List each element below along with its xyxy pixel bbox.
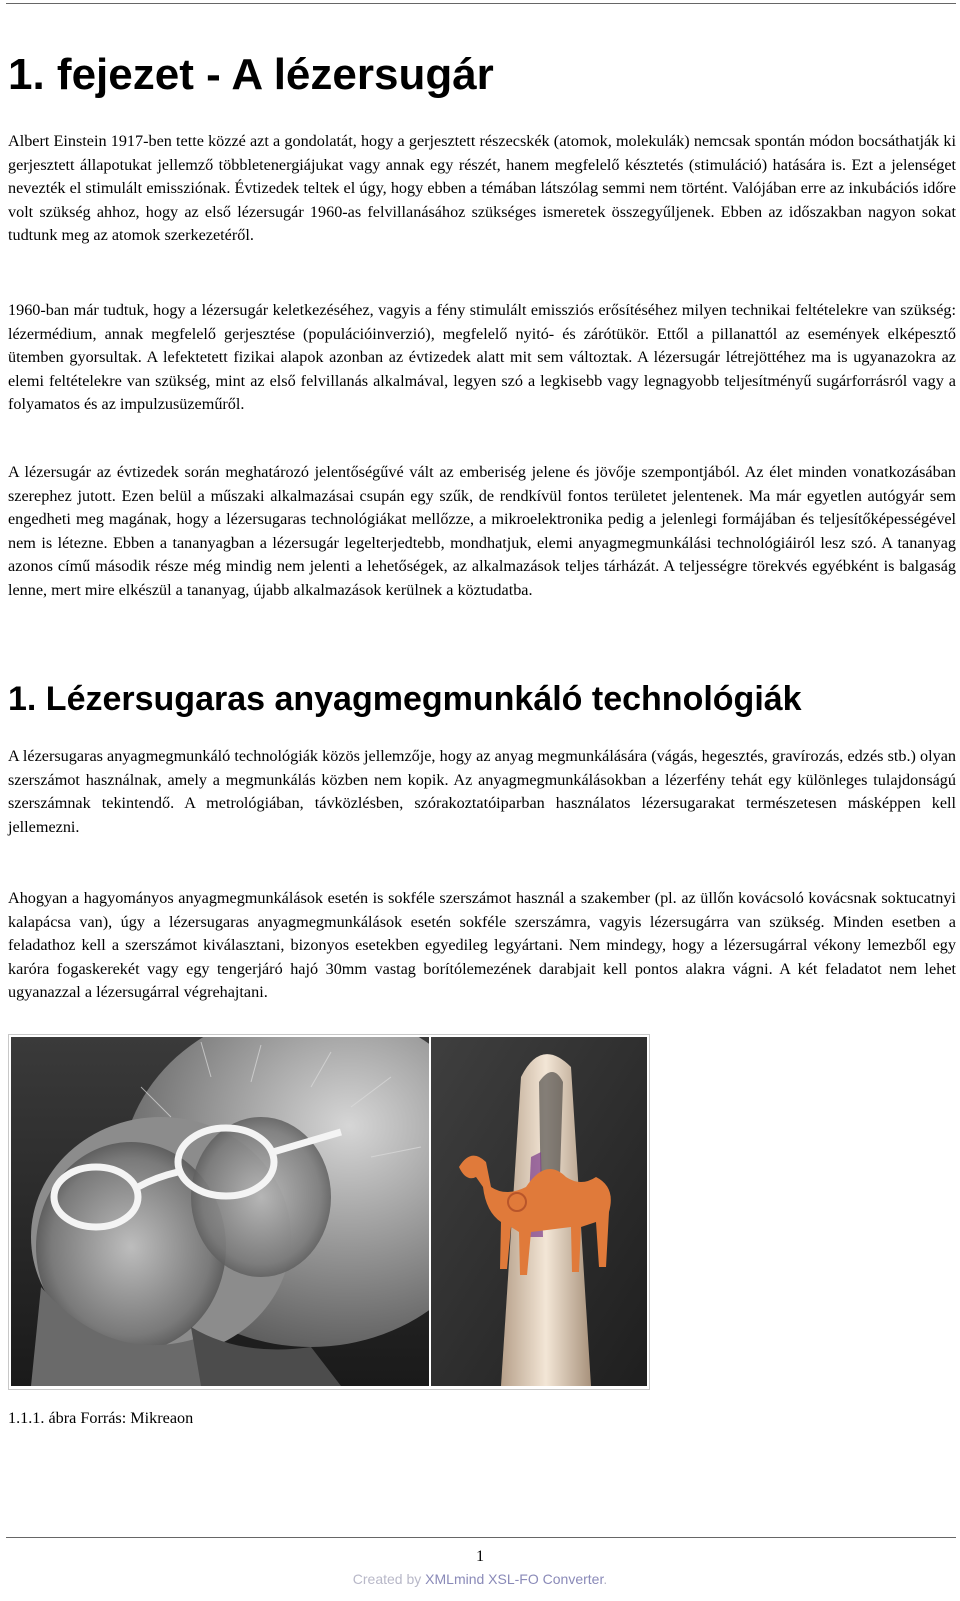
paragraph-1960: 1960-ban már tudtuk, hogy a lézersugár keletkezéséhez, vagyis a fény stimulált emissziós erősítéséhez milyen technikai feltételekre van szükség: lézermédium, annak megfelelő gerjesztése (populációinverzió), megfelelő nyitó- és zárótükör. Ettől a pillanattól az események elképesztő ütemben gyorsultak. A lefektetett fizikai alapok azonban az évtizedek alatt mit sem változtak. A lézersugár létrejöttéhez ma is ugyanazokra az elemi feltételekre van szükség, mint az első felvillanás alkalmával, legyen szó a legkisebb vagy legnagyobb teljesítményű sugárforrásról vagy a folyamatos és az impulzusüzeműről. bbox=[8, 301, 956, 413]
header-rule bbox=[6, 3, 956, 4]
paragraph-tools: A lézersugaras anyagmegmunkáló technológiák közös jellemzője, hogy az anyag megmunkálására (vágás, hegesztés, gravírozás, edzés stb.) olyan szerszámot használnak, amely a megmunkálás közben nem kopik. Az anyagmegmunkálásokban a lézerfény tehát egy különleges tulajdonságú szerszámnak tekintendő. A metrológiában, távközlésben, szórakoztatóiparban használatos lézersugarakat természetesen másképpen kell jellemezni. bbox=[8, 747, 956, 836]
paragraph-variety: Ahogyan a hagyományos anyagmegmunkálások esetén is sokféle szerszámot használ a szakember (pl. az üllőn kovácsoló kovácsnak soktucatnyi kalapácsa van), úgy a lézersugaras anyagmegmunkálások esetén sokféle szerszámra, vagyis lézersugárra van szükség. Minden esetben a feladathoz kell a szerszámot kiválasztani, bizonyos esetekben egyedileg legyártani. Nem mindegy, hogy a lézersugárral vékony lemezből egy karóra fogaskerekét vagy egy tengerjáró hajó 30mm vastag borítólemezének darabjait kell pontos alakra vágni. A két feladatot nem lehet ugyanazzal a lézersugárral végrehajtani. bbox=[8, 889, 956, 1001]
figure-laser-examples bbox=[8, 1034, 650, 1390]
needle-camel-image bbox=[431, 1037, 647, 1386]
paragraph-significance: A lézersugár az évtizedek során meghatározó jelentőségűvé vált az emberiség jelene és jövője szempontjából. Az élet minden vonatkozásában szerephez jutott. Ezen belül a műszaki alkalmazásai csupán egy szűk, de rendkívül fontos területet jelentenek. Ma már egyetlen autógyár sem engedheti meg magának, hogy a lézersugaras technológiákat mellőzze, a mikroelektronika pedig a jelenlegi formájában és teljesítőképességével nem is létezne. Ebben a tananyagban a lézersugár legelterjedtebb, mondhatjuk, elemi anyagmegmunkálási technológiáiról lesz szó. A tananyag azonos című második része még mindig nem jelenti a lehetőségek, az alkalmazások teljes tárházát. A teljességre törekvés egyébként is balgaság lenne, mert mire elkészül a tananyag, újabb alkalmazások kerülnek a köztudatba. bbox=[8, 463, 956, 599]
converter-credit-prefix: Created by bbox=[352, 1571, 426, 1587]
fly-with-glasses-image bbox=[11, 1037, 429, 1386]
figure-caption: 1.1.1. ábra Forrás: Mikreaon bbox=[8, 1409, 194, 1427]
page-number: 1 bbox=[475, 1547, 485, 1565]
section-title: 1. Lézersugaras anyagmegmunkáló technológiák bbox=[8, 680, 802, 718]
converter-link[interactable]: XMLmind XSL-FO Converter bbox=[425, 1571, 604, 1587]
converter-credit bbox=[0, 1571, 960, 1587]
chapter-title: 1. fejezet - A lézersugár bbox=[8, 50, 494, 99]
paragraph-intro: Albert Einstein 1917-ben tette közzé azt a gondolatát, hogy a gerjesztett részecskék (atomok, molekulák) nemcsak spontán módon bocsáthatják ki gerjesztett állapotukat jellemző többletenergiájukat vagy annak egy részét, hanem megfelelő késztetés (stimuláció) hatására is. Ezt a jelenséget nevezték el stimulált emissziónak. Évtizedek teltek el úgy, hogy ebben a témában látszólag semmi nem történt. Valójában erre az inkubációs időre volt szükség ahhoz, hogy az első lézersugár 1960-as felvillanásához szükséges ismeretek összegyűljenek. Ebben az időszakban nagyon sokat tudtunk meg az atomok szerkezetéről. bbox=[8, 132, 956, 244]
converter-credit-suffix: . bbox=[603, 1571, 608, 1587]
footer-rule bbox=[6, 1537, 956, 1538]
